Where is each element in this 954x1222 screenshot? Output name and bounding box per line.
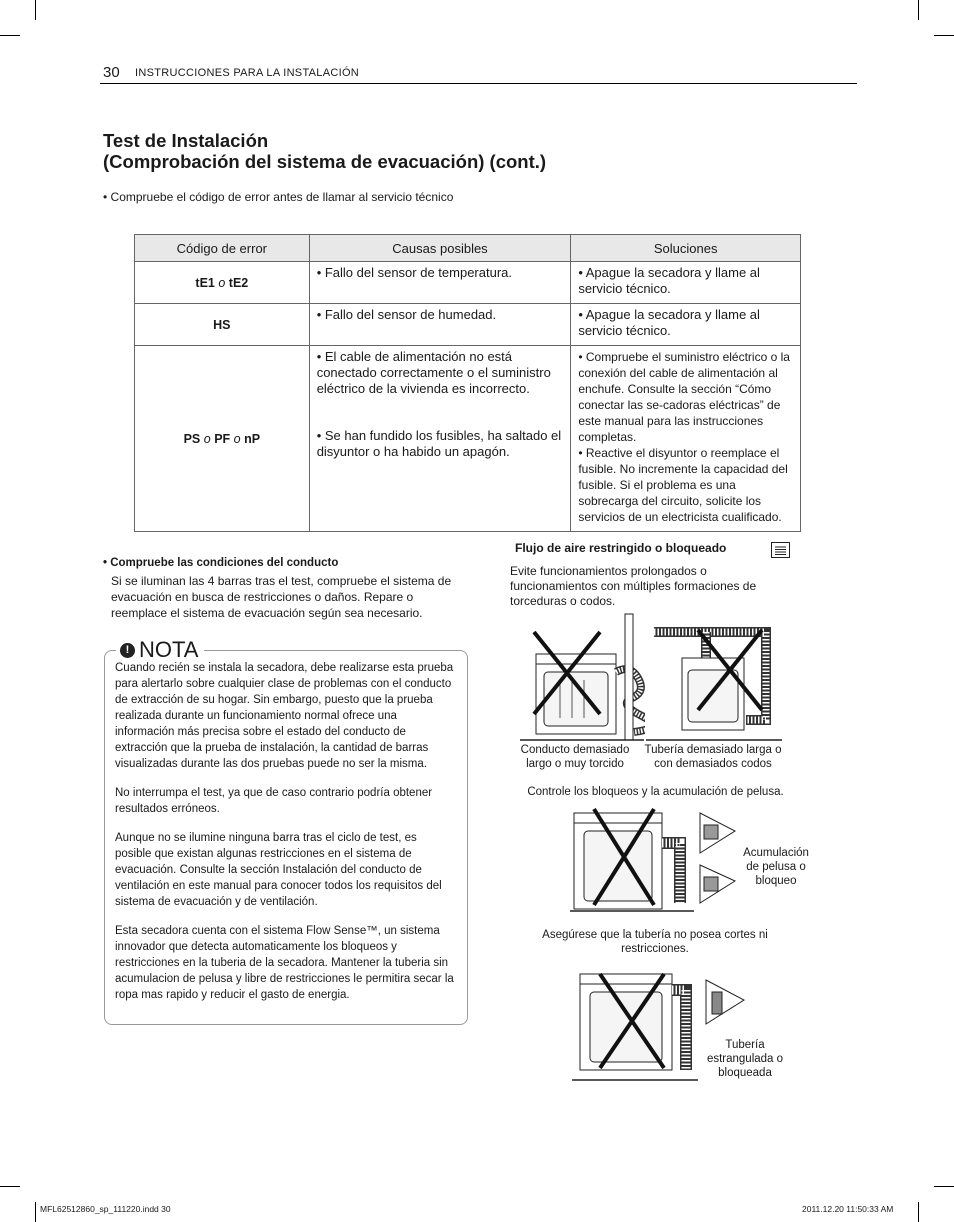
note-title: NOTA	[139, 637, 199, 662]
column-header: Soluciones	[571, 235, 801, 262]
display-bars-icon	[771, 542, 790, 558]
crop-mark	[918, 1202, 919, 1222]
error-code-table	[134, 234, 801, 532]
table-row	[135, 346, 801, 532]
cause-cell: • Fallo del sensor de humedad.	[309, 304, 571, 346]
exclamation-icon: !	[120, 643, 135, 658]
error-code-cell: HS	[135, 304, 310, 346]
running-header: INSTRUCCIONES PARA LA INSTALACIÓN	[135, 67, 360, 79]
column-header: Código de error	[135, 235, 310, 262]
table-row	[135, 262, 801, 304]
crop-mark	[35, 0, 36, 20]
error-code-cell: PS o PF o nP	[135, 346, 310, 532]
illustration-twisted-duct	[520, 612, 645, 744]
crop-mark	[934, 1186, 954, 1187]
note-paragraph: Esta secadora cuenta con el sistema Flow Sense™, un sistema innovador que detecta automaticamente los bloqueos y restricciones en la tuberia de la secadora. Mantener la tuberia sin acumulacion de pelusa y libre de restricciones le permitira secar la ropa mas rapido y reducir el gasto de energia.	[115, 925, 454, 1001]
conduct-heading: • Compruebe las condiciones del conducto	[103, 557, 339, 569]
caption-lint-buildup: Acumulación de pelusa o bloqueo	[743, 847, 809, 887]
illustration-too-many-elbows	[646, 612, 784, 744]
check-blockage-text: Controle los bloqueos y la acumulación de pelusa.	[527, 786, 784, 798]
crop-mark	[35, 1202, 36, 1222]
airflow-heading: Flujo de aire restringido o bloqueado	[515, 541, 727, 555]
header-rule	[100, 83, 857, 84]
title-line-2: (Comprobación del sistema de evacuación) (cont.)	[103, 151, 547, 172]
caption-crushed-pipe: Tubería estrangulada o bloqueada	[706, 1039, 784, 1079]
note-paragraph: No interrumpa el test, ya que de caso contrario podría obtener resultados erróneos.	[115, 787, 433, 815]
table-row	[135, 304, 801, 346]
crop-mark	[918, 0, 919, 20]
error-code-cell: tE1 o tE2	[135, 262, 310, 304]
conduct-body: Si se iluminan las 4 barras tras el test, compruebe el sistema de evacuación en busca de restricciones o daños. Repare o reemplace el sistema de evacuación según sea necesario.	[111, 574, 452, 620]
footer-file: MFL62512860_sp_111220.indd 30	[40, 1204, 171, 1214]
caption-twisted-duct: Conducto demasiado largo o muy torcido	[520, 744, 630, 770]
note-body	[115, 660, 455, 1016]
column-header: Causas posibles	[309, 235, 571, 262]
cause-cell: • Fallo del sensor de temperatura.	[309, 262, 571, 304]
cause-cell: • El cable de alimentación no está conectado correctamente o el suministro eléctrico de la vivienda es incorrecto. • Se han fundido los fusibles, ha saltado el disyuntor o ha habido un apagón.	[309, 346, 571, 532]
table-header-row	[135, 235, 801, 262]
crop-mark	[0, 1186, 20, 1187]
note-paragraph: Aunque no se ilumine ninguna barra tras el ciclo de test, es posible que existan algunas restricciones en el sistema de evacuación. Consulte la sección Instalación del conducto de ventilación en este manual para conocer todos los requisitos del sistema de evacuación y de ventilación.	[115, 832, 442, 908]
solution-cell: • Compruebe el suministro eléctrico o la conexión del cable de alimentación al enchufe. Consulte la sección “Cómo conectar las se-cadoras eléctricas” de este manual para las instrucciones completas. • Reactive el disyuntor o reemplace el fusible. No incremente la capacidad del fusible. Si el problema es una sobrecarga del circuito, solicite los servicios de un electricista cualificado.	[571, 346, 801, 532]
page-title	[103, 130, 546, 172]
title-line-1: Test de Instalación	[103, 130, 269, 151]
intro-text: • Compruebe el código de error antes de llamar al servicio técnico	[103, 190, 454, 204]
illustration-lint-buildup	[570, 803, 740, 915]
caption-too-many-elbows: Tubería demasiado larga o con demasiados codos	[644, 744, 782, 770]
crop-mark	[0, 35, 20, 36]
note-paragraph: Cuando recién se instala la secadora, debe realizarse esta prueba para alertarlo sobre cualquier clase de problemas con el conducto de extracción de su hogar. Sin embargo, puesto que la prueba realizada durante un funcionamiento normal ofrece una información más precisa sobre el estado del conducto de extracción que la prueba de instalación, la cantidad de barras visualizadas durante las dos pruebas puede no ser la misma.	[115, 662, 454, 770]
airflow-intro: Evite funcionamientos prolongados o funcionamientos con múltiples formaciones de torceduras o codos.	[510, 564, 757, 608]
crop-mark	[934, 35, 954, 36]
footer-timestamp: 2011.12.20 11:50:33 AM	[802, 1204, 894, 1214]
ensure-pipe-text: Asegúrese que la tubería no posea cortes ni restricciones.	[542, 929, 768, 955]
page-number: 30	[103, 64, 120, 81]
solution-cell: • Apague la secadora y llame al servicio técnico.	[571, 262, 801, 304]
solution-cell: • Apague la secadora y llame al servicio técnico.	[571, 304, 801, 346]
